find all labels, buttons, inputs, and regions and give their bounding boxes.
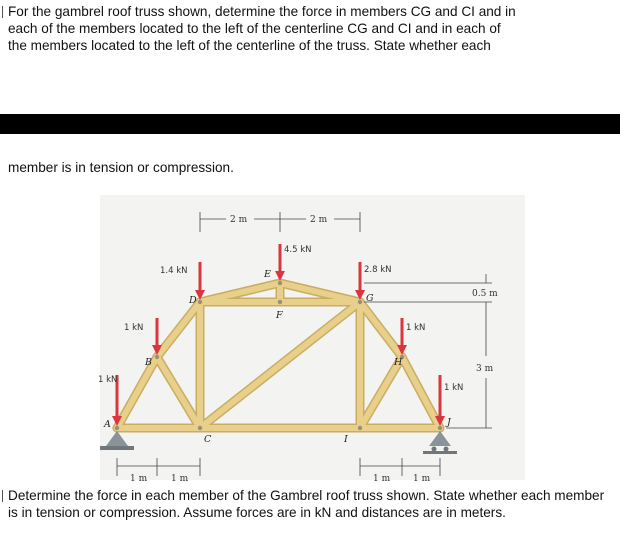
joint-label-b: B <box>145 357 152 368</box>
right-dim-three: 3 m <box>476 364 494 374</box>
load-label-d: 1.4 kN <box>160 266 188 276</box>
load-label-j: 1 kN <box>444 383 464 393</box>
joint-label-a: A <box>104 419 111 430</box>
load-label-h: 1 kN <box>406 323 426 333</box>
intro-line-2: each of the members located to the left of the centerline CG and CI and in each of <box>8 21 501 36</box>
top-dim-1: 2 m <box>230 215 248 225</box>
joint-label-h: H <box>394 357 403 368</box>
joint-label-i: I <box>344 434 348 445</box>
bottom-dim-2: 1 m <box>171 474 189 484</box>
joint-label-g: G <box>366 293 374 304</box>
problem-instruction: Determine the force in each member of the Gambrel roof truss shown. State whether each member is in tension or compression. Assume forces are in kN and distances are in meters. <box>8 487 612 521</box>
top-dim-2: 2 m <box>310 215 328 225</box>
joint-label-j: J <box>447 417 451 428</box>
joint-label-c: C <box>204 434 212 445</box>
load-label-b: 1 kN <box>124 323 144 333</box>
bottom-dim-3: 1 m <box>373 474 391 484</box>
intro-line-4: member is in tension or compression. <box>8 160 234 175</box>
right-dim-half: 0.5 m <box>472 289 498 299</box>
load-label-e: 4.5 kN <box>284 245 312 255</box>
intro-line-3: the members located to the left of the centerline of the truss. State whether each <box>8 38 491 53</box>
joint-label-e: E <box>264 269 271 280</box>
joint-label-d: D <box>189 295 197 306</box>
load-label-a: 1 kN <box>98 375 118 385</box>
intro-line-1: For the gambrel roof truss shown, determine the force in members CG and CI and in <box>8 4 516 19</box>
bottom-dim-1: 1 m <box>130 474 148 484</box>
bottom-dim-4: 1 m <box>413 474 431 484</box>
load-label-g: 2.8 kN <box>364 265 392 275</box>
joint-label-f: F <box>276 310 283 321</box>
